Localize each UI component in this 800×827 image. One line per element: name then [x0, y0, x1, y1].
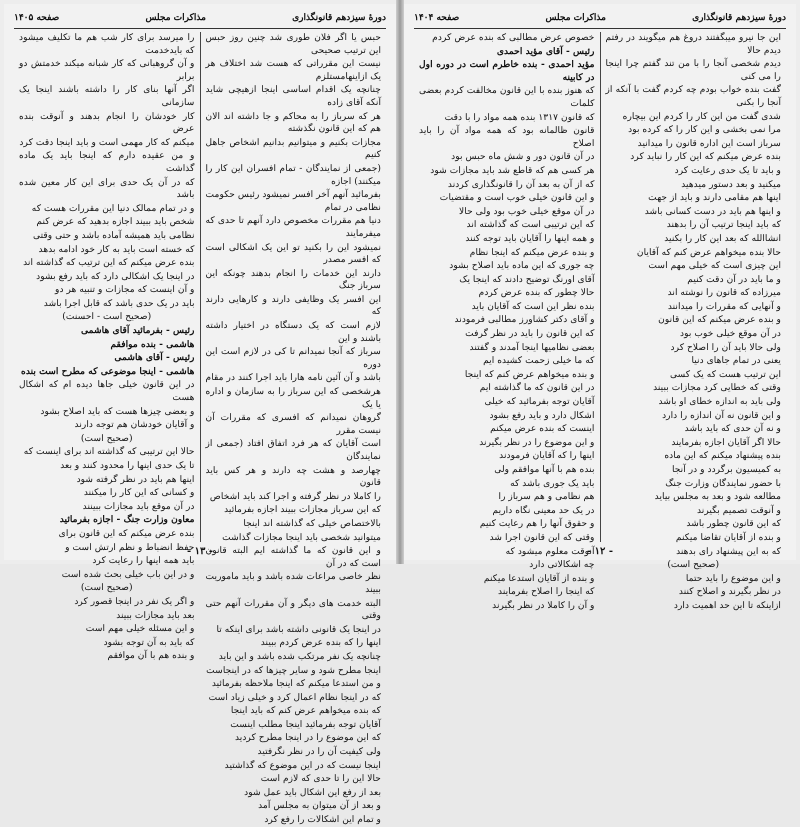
text-line: و حقوق آنها را هم رعایت کنیم: [479, 518, 595, 530]
text-line: و کسانی که این کار را میکنند: [83, 487, 195, 499]
text-line: وقتی که خطایی کرد مجازات ببیند: [653, 382, 781, 394]
text-line: هرشخصی که این سرباز را به سازمان و اداره یا یک: [205, 386, 381, 410]
text-line: و این قانون خیلی خوب است و مقتضیات: [439, 192, 595, 204]
text-line: و من استدعا میکنم که اینجا ملاحظه بفرمائید: [211, 678, 381, 690]
text-line: و اینها هم باید در دست کسانی باشد: [644, 205, 781, 217]
left-page-number: - ۱۳ -: [186, 546, 213, 557]
text-line: که باید اینجا ترتیب آن را بدهند: [666, 219, 781, 231]
text-line: چه اشکالاتی دارد: [529, 559, 595, 571]
text-line: چه جوری که این ماده باید اصلاح بشود: [449, 260, 595, 272]
text-line: و این قانون که ما گذاشته ایم البته قانون است که در آن: [205, 545, 381, 569]
text-line: اشکال دارد و باید رفع بشود: [489, 409, 595, 421]
text-line: نظر خاصی مراعات شده باشد و باید ماموریت ببیند: [205, 571, 381, 595]
text-line: و در تمام ممالک دنیا این مقررات هست که: [31, 202, 195, 214]
text-line: و بعد از آن میتوان به مجلس آمد: [258, 800, 381, 812]
text-line: در اینجا یک اشکالی دارد که باید رفع بشود: [36, 270, 195, 282]
text-line: در نظر بگیرند و اصلاح کنند: [678, 586, 781, 598]
text-line: اینها را که آقایان فرمودند: [499, 450, 595, 462]
text-line: و این موضوع را باید حتما: [685, 572, 781, 584]
text-line: این جا نیرو میبگفتند دروغ هم میگویند در رفتم دیدم حالا: [605, 32, 781, 56]
text-line: که این ترتیبی است که گذاشته اند: [466, 219, 595, 231]
text-line: اینها هم باید در نظر گرفته شود: [76, 473, 195, 485]
text-line: دیدم شخصی آنجا را با من تند گفتم چرا اینجا را می کنی: [605, 58, 781, 82]
text-line: که هنوز بنده با این قانون مخالفت کردم بعضی کلمات: [419, 85, 595, 109]
text-line: که باید به آن توجه بشود: [103, 636, 195, 648]
text-line: رئیس - بفرمائید آقای هاشمی: [81, 325, 195, 337]
text-line: به کمیسیون برگردد و در آنجا: [671, 464, 781, 475]
text-line: هر کسی هم که قاطع شد باید مجازات شود: [430, 164, 595, 176]
text-line: را کاملا در نظر گرفته و اجرا کند باید اشخاص: [209, 490, 381, 502]
left-page: [4, 4, 396, 826]
text-line: که این سرباز مجازات ببیند اجازه بفرمائید: [224, 504, 381, 516]
text-line: شخص باید ببیند اجازه بدهید که عرض کنم: [36, 216, 195, 228]
text-line: در آن موقع خیلی خوب بود: [680, 328, 781, 340]
text-line: را میرسد برای کار شب هم ما تکلیف میشود که بایدخدمت: [19, 32, 195, 56]
text-line: لازم است که یک دستگاه در اختیار داشته باشند و این: [205, 320, 381, 344]
text-line: مجازات بکنیم و میتوانیم بدانیم اشخاص جاهل کنیم: [205, 136, 381, 161]
text-line: حفظ انضباط و نظم ارتش است و: [65, 541, 195, 553]
text-line: بنده هم با آنها موافقم ولی: [494, 464, 595, 475]
text-line: چنانچه یک نفر مرتکب شده باشد و این باید: [218, 650, 381, 662]
text-line: بعد از رفع این اشکال باید عمل شود: [244, 786, 381, 798]
right-page: [404, 4, 796, 611]
text-line: که قانون ۱۳۱۷ بنده همه مواد را با دقت: [444, 111, 595, 123]
text-line: آقایان توجه بفرمائید اینجا مطلب اینست: [230, 718, 381, 730]
text-line: آقای اورنگ توضیح دادند که اینجا یک: [459, 273, 595, 285]
text-line: و بنده هم با آن موافقم: [107, 650, 195, 662]
text-line: کار خودشان را انجام بدهند و آنوقت بنده عرض: [19, 110, 195, 135]
text-line: بعضی نظامیها اینجا آمدند و گفتند: [469, 341, 595, 353]
right-page-header: [414, 10, 786, 29]
text-line: آقایان توجه بفرمائید که خیلی: [484, 396, 595, 408]
text-line: و این مسئله خیلی مهم است: [85, 623, 195, 635]
text-line: ولی حالا باید آن را اصلاح کرد: [670, 341, 781, 353]
text-line: خصوص عرض مطالبی که بنده عرض کردم: [432, 32, 595, 43]
text-line: میرزاده که قانون را نوشته اند: [667, 287, 781, 299]
text-line: البته خدمت های دیگر و آن مقررات آنهم حتی وقتی: [205, 597, 381, 622]
text-line: رئیس - آقای هاشمی: [114, 352, 195, 364]
text-line: و آنهایی که مقررات را میدانند: [667, 300, 781, 312]
left-page-header: [14, 10, 386, 29]
text-line: هم نظامی و هم سرباز را: [498, 491, 595, 503]
text-line: گفت بنده خواب بودم چه کردم گفت با آنکه از آنجا را بکنی: [605, 84, 781, 108]
text-line: که ما خیلی زحمت کشیده ایم: [483, 355, 595, 367]
text-line: و آن گروهبانی که کار شبانه میکند خدمتش دو برابر: [19, 58, 195, 82]
text-line: بنده پیشنهاد میکنم که این ماده: [664, 450, 781, 462]
text-line: حالا اگر آقایان اجازه بفرمایند: [671, 436, 781, 448]
text-line: اینها را که بنده عرض کردم ببیند: [260, 637, 381, 649]
text-line: که در آن یک حدی برای این کار معین شده باشد: [19, 176, 195, 201]
text-line: هاشمی - بنده موافقم: [110, 338, 195, 350]
text-line: معاون وزارت جنگ - اجازه بفرمائید: [59, 514, 195, 526]
text-line: و بنده عرض میکنم که این قانون: [658, 314, 781, 326]
text-line: ولی باید به اندازه خطای او باشد: [658, 396, 781, 408]
left-section-title: مذاکرات مجلس: [145, 13, 206, 23]
text-line: اینجا نیست که در این موضوع که گذاشتید: [224, 759, 381, 771]
text-line: اینست که بنده عرض میکنم: [490, 423, 595, 435]
text-line: با حضور نمایندگان وزارت جنگ: [665, 477, 781, 489]
right-session-title: دورهٔ سیزدهم قانونگذاری: [692, 13, 786, 23]
text-line: و بنده میخواهم عرض کنم که اینجا: [464, 368, 595, 380]
text-line: بالاختصاص خیلی که گذاشته اند اینجا: [243, 517, 381, 529]
text-line: این افسر یک وظایفی دارند و کارهایی دارند که: [205, 293, 381, 318]
text-line: نمیشود این را بکنید تو این یک اشکالی است که افسر مصدر: [205, 241, 381, 266]
text-line: هاشمی - اینجا موضوعی که مطرح است بنده: [21, 365, 195, 377]
text-line: و آقای دکتر کشاورز مطالبی فرمودند: [454, 314, 595, 326]
text-line: که خسته است باید به کار خود ادامه بدهد: [38, 243, 195, 255]
text-line: مؤید احمدی - بنده خاطرم است در دوره اول در کابینه: [419, 59, 595, 83]
text-line: اینجا مطرح شود و سایر چیزها که در اینجاست: [206, 664, 381, 676]
text-line: و این قانون نه آن اندازه را دارد: [662, 409, 781, 421]
text-line: نیست این مقرراتی که هست شد اختلاف هر یک ازاینهامستلزم: [205, 58, 381, 82]
text-line: و در این باب خیلی بحث شده است: [61, 568, 195, 580]
left-column-right: [201, 32, 387, 826]
text-line: بنده عرض میکنم که این ترتیب که گذاشته اند: [23, 257, 195, 269]
text-line: اگر آنها بنای کار را داشته باشند اینجا یک سازمانی: [19, 84, 195, 108]
text-line: شدی گفت من این کار را کردم این بیچاره: [622, 110, 781, 122]
text-line: ولی کیفیت آن را در نظر نگرفتید: [257, 746, 381, 758]
text-line: و آقایان خودشان هم توجه دارند: [74, 419, 195, 431]
text-line: بنده عرض میکنم که این قانون برای: [58, 527, 195, 539]
text-line: و بنده از آقایان استدعا میکنم: [483, 572, 595, 584]
text-line: تا یک حدی اینها را محدود کنند و بعد: [60, 460, 195, 471]
text-line: مطالعه شود و بعد به مجلس بیاید: [654, 491, 781, 503]
text-line: این چیزی است که خیلی مهم است: [648, 260, 781, 272]
right-page-number: - ۱۲ -: [586, 546, 613, 557]
text-line: انشاالله که بعد این کار را بکنید: [664, 232, 781, 244]
text-line: در این قانون خیلی جاها دیده ام که اشکال هست: [19, 379, 195, 404]
text-line: سرباز است این اداره قانون را میدانید: [637, 137, 781, 149]
text-line: و آن را کاملا در نظر بگیرند: [492, 599, 595, 611]
text-line: بفرمائید آنهم آخر افسر نمیشود رئیس حکومت نظامی در تمام: [205, 189, 381, 213]
text-line: این ترتیب هست که یک کسی: [669, 368, 781, 380]
text-line: باشد و آن آئین نامه هارا باید اجرا کنند در مقام: [205, 372, 381, 384]
text-line: و همه اینها را آقایان باید توجه کنند: [465, 232, 595, 244]
text-line: در آن قانون دور و شش ماه حبس بود: [451, 151, 595, 163]
text-line: و بنده عرض میکنم که اینجا نظام: [469, 246, 595, 258]
text-line: و نه آن حدی که باید باشد: [684, 423, 781, 435]
book-gutter: [396, 0, 404, 564]
text-line: حالا این را تا حدی که لازم است: [260, 773, 381, 785]
text-line: قانون ظالمانه بود که همه مواد آن را باید اصلاح: [419, 125, 595, 149]
text-line: حالا بنده میخواهم عرض کنم که آقایان: [636, 246, 781, 258]
text-line: بنده عرض میکنم که این کار را نباید کرد: [630, 151, 781, 163]
text-line: گروهان نمیدانم که افسری که مقررات آن نیست مقرر: [205, 412, 381, 436]
text-line: و ما باید در آن دقت کنیم: [687, 273, 781, 285]
text-line: که اینجا را اصلاح بفرمایند: [498, 586, 595, 598]
text-line: چنانچه یک اقدام اساسی اینجا ازهیچی شاید آنکه آقای زاده: [205, 84, 381, 108]
text-line: وقتی که این قانون اجرا شد: [489, 531, 595, 543]
text-line: که بنده میخواهم عرض کنم که باید اینجا: [230, 705, 381, 717]
text-line: آنوقت معلوم میشود که: [505, 545, 595, 557]
text-line: هر که سرباز را به محاکم و جا داشته اند الان هم که این قانون نگذشته: [205, 110, 381, 135]
text-line: دارند این خدمات را انجام بدهند چونکه این سرباز جنگ: [205, 267, 381, 292]
text-line: میکنم که کار مهمی است و باید اینجا دقت کرد: [19, 136, 195, 148]
text-line: که به این پیشنهاد رای بدهند: [676, 545, 781, 557]
text-line: بعد باید مجازات ببیند: [116, 609, 195, 621]
text-line: و باید تا یک حدی رعایت کرد: [674, 164, 781, 176]
left-page-label: صفحه ۱۴۰۵: [14, 13, 60, 23]
text-line: باید یک جوری باشد که: [510, 477, 595, 489]
text-line: و آن اینست که مجازات و تنبیه هر دو: [55, 284, 195, 296]
text-line: حالا چطور که بنده عرض کردم: [478, 287, 595, 299]
text-line: و من عقیده دارم که اینجا باید یک ماده گذاشت: [19, 150, 195, 174]
text-line: اینها هم مقامی دارند و باید از جهت: [648, 192, 781, 204]
text-line: (صحیح است - احسنت): [62, 311, 152, 323]
text-line: و آنوقت تصمیم بگیرند: [696, 504, 781, 516]
left-session-title: دورهٔ سیزدهم قانونگذاری: [292, 13, 386, 23]
text-line: میتوانید شخصی باید اینجا مجازات گذاشت: [222, 531, 381, 543]
right-page-label: صفحه ۱۴۰۴: [414, 13, 460, 23]
text-line: در این قانون که ما گذاشته ایم: [479, 382, 595, 394]
text-line: (صحیح است): [80, 582, 133, 594]
text-line: و این موضوع را در نظر بگیرند: [479, 436, 595, 448]
text-line: (جمعی از نمایندگان - تمام افسران این کار را میکنند) اجازه: [205, 162, 381, 187]
text-line: و بنده از آقایان تقاضا میکنم: [675, 531, 781, 543]
text-line: باید همه اینها را رعایت کرد: [92, 555, 195, 567]
text-line: و اگر یک نفر در اینجا قصور کرد: [74, 595, 195, 607]
text-line: میکنید و بعد دستور میدهید: [681, 178, 781, 190]
text-line: رئیس - آقای مؤید احمدی: [496, 45, 595, 57]
text-line: که از آن به بعد آن را قانونگذاری کردند: [447, 178, 595, 190]
text-line: (صحیح است): [80, 432, 133, 444]
text-line: در یک حد معینی نگاه داریم: [492, 504, 595, 516]
text-line: (صحیح است): [667, 559, 720, 571]
text-line: حالا این ترتیبی که گذاشته اند برای اینست که: [23, 446, 195, 458]
right-section-title: مذاکرات مجلس: [545, 13, 606, 23]
text-line: که در اینجا نظام اعمال کرد و خیلی زیاد است: [208, 691, 381, 703]
text-line: ازاینکه تا این حد اهمیت دارد: [673, 599, 781, 611]
text-line: مرا نمی بخشی و این کار را که کرده بود: [628, 124, 781, 136]
text-line: در اینجا یک قانونی داشته باشد برای اینکه تا: [216, 623, 381, 635]
text-line: در آن موقع خیلی خوب بود ولی حالا: [459, 205, 595, 217]
text-line: حبس یا اگر فلان طوری شد چنین روز حبس این ترتیب صحیحی: [205, 32, 381, 56]
text-line: است آقایان که هر فرد اتفاق افتاد (جمعی از نمایندگان: [205, 438, 381, 462]
text-line: نظامی باید همیشه آماده باشد و حتی وقتی: [32, 229, 195, 241]
text-line: بنده نظر این است که آقایان باید: [471, 300, 595, 312]
text-line: سرباز که آنجا نمیدانم تا کی در لازم است این دوره: [205, 346, 381, 370]
text-line: دنیا هم مقررات مخصوص دارد آنهم تا حدی که میفرمایند: [205, 215, 381, 239]
text-line: در آن موقع باید مجازات ببینند: [82, 500, 195, 512]
text-line: باید در یک حدی باشد که قابل اجرا باشد: [43, 297, 195, 309]
text-line: و بعضی چیزها هست که باید اصلاح بشود: [40, 405, 195, 417]
text-line: که این موضوع را در اینجا مطرح کردید: [234, 732, 381, 744]
text-line: چهارصد و هشت چه دارند و هر کس باید قانون: [205, 464, 381, 489]
right-column-right: [601, 32, 787, 611]
text-line: که این قانون را باید در نظر گرفت: [465, 328, 595, 340]
text-line: یعنی در تمام جاهای دنیا: [691, 355, 781, 367]
text-line: که این قانون چطور باشد: [686, 518, 781, 530]
text-line: و تمام این اشکالات را رفع کرد: [264, 814, 381, 826]
